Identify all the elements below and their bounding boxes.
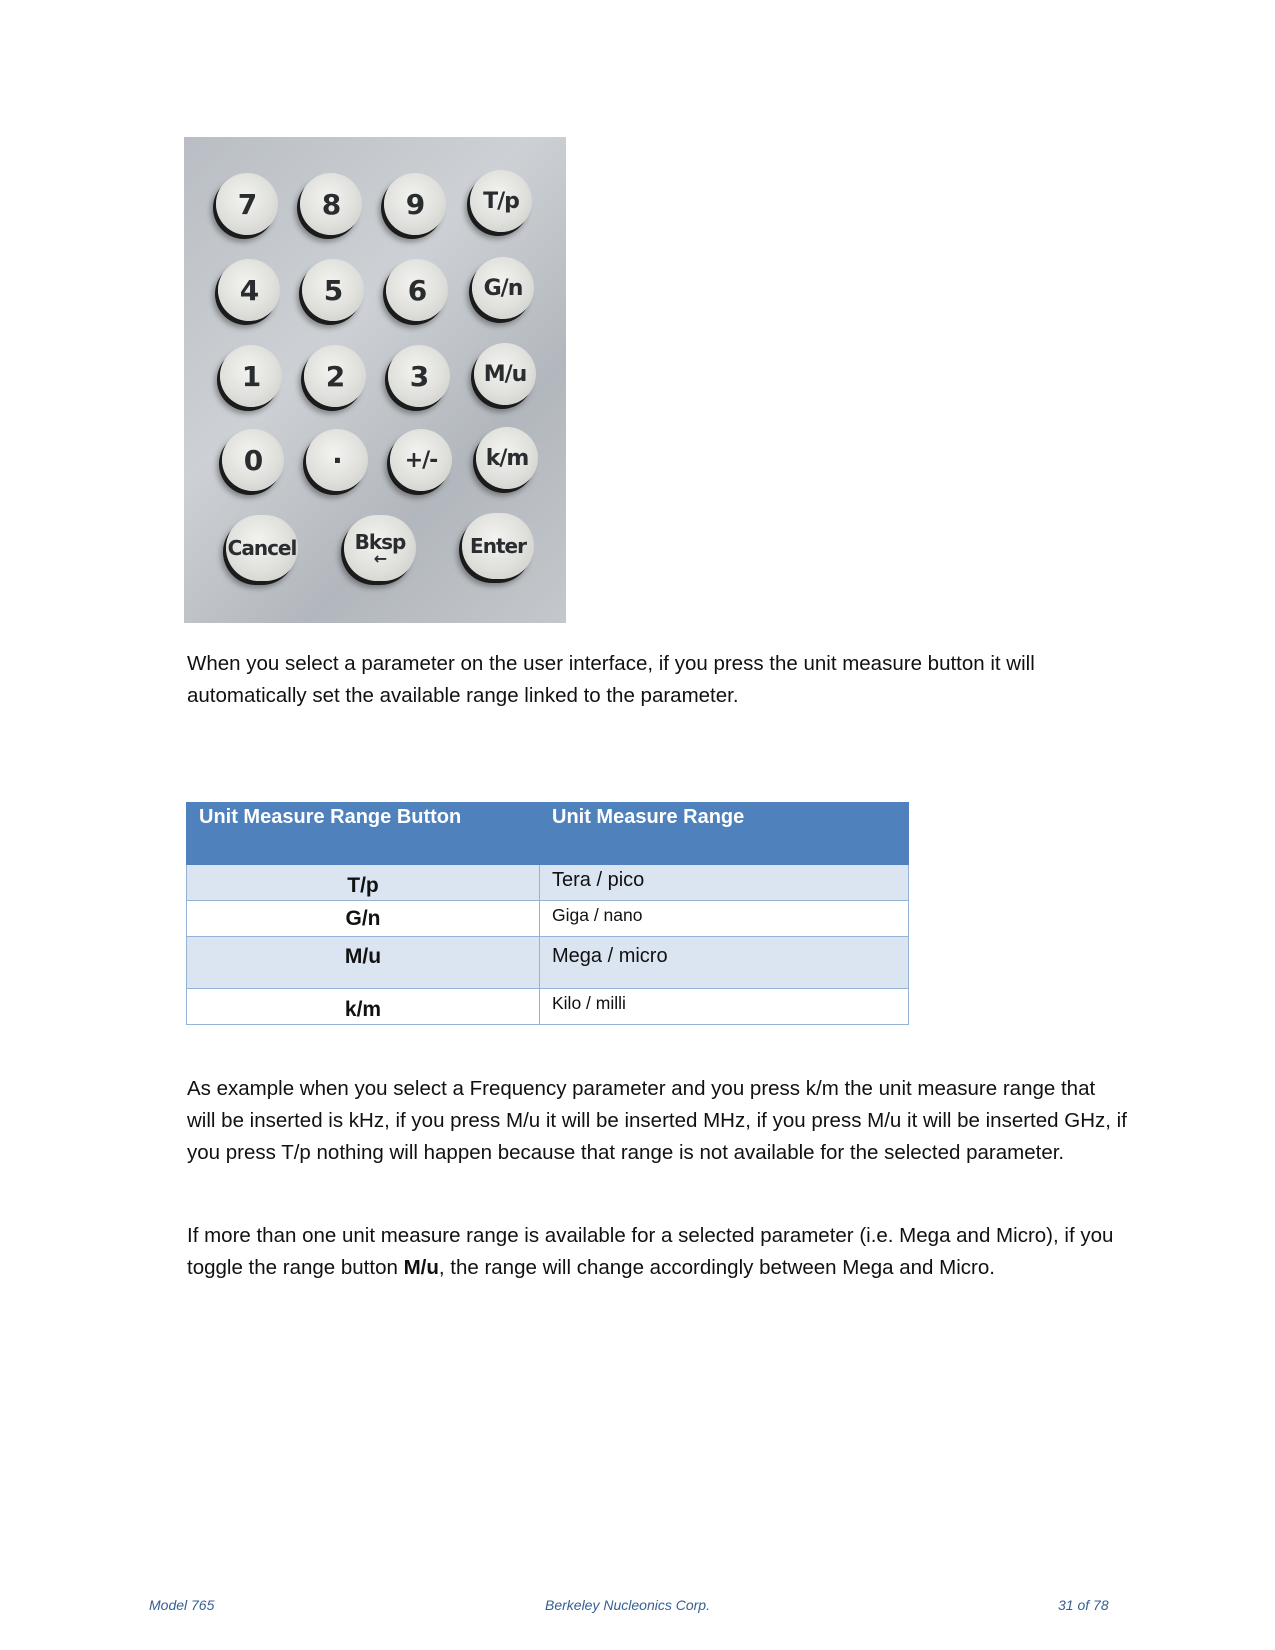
key-9 — [384, 173, 446, 235]
key-label: 9 — [405, 187, 425, 221]
key-label: 8 — [321, 187, 341, 221]
cell-button: k/m — [187, 989, 540, 1025]
key-mega-micro — [474, 343, 536, 405]
cell-range: Kilo / milli — [540, 989, 909, 1025]
cell-range: Tera / pico — [540, 865, 909, 901]
key-plus-minus — [390, 429, 452, 491]
toggle-paragraph — [187, 1220, 1127, 1284]
key-label: G/n — [483, 275, 523, 301]
key-label: T/p — [483, 188, 519, 214]
key-decimal-point — [306, 429, 368, 491]
footer-page-number: 31 of 78 — [1058, 1597, 1109, 1613]
key-label: 7 — [237, 187, 257, 221]
intro-paragraph: When you select a parameter on the user interface, if you press the unit measure button it will automatically set the available range linked to the parameter. — [187, 652, 1035, 707]
key-4 — [218, 259, 280, 321]
key-3 — [388, 345, 450, 407]
example-paragraph: As example when you select a Frequency parameter and you press k/m the unit measure range that will be inserted is kHz, if you press M/u it will be inserted MHz, if you press M/u it will be inserted GHz, if you press T/p nothing will happen because that range is not available for the selected parameter. — [187, 1077, 1127, 1164]
left-arrow-icon: ← — [373, 549, 387, 568]
key-label: Enter — [470, 534, 526, 558]
key-label: 4 — [239, 273, 259, 307]
key-label: 6 — [407, 273, 427, 307]
key-label: 0 — [243, 443, 263, 477]
key-0 — [222, 429, 284, 491]
table-row — [187, 865, 909, 901]
key-label: · — [332, 443, 342, 477]
cell-button: G/n — [187, 901, 540, 937]
key-backspace — [344, 515, 416, 581]
header-range: Unit Measure Range — [540, 803, 909, 865]
key-enter — [462, 513, 534, 579]
cell-button: T/p — [187, 865, 540, 901]
footer-company: Berkeley Nucleonics Corp. — [545, 1597, 710, 1613]
key-label: Cancel — [227, 536, 297, 560]
cell-range: Mega / micro — [540, 937, 909, 989]
key-kilo-milli — [476, 427, 538, 489]
key-giga-nano — [472, 257, 534, 319]
unit-range-table — [186, 802, 909, 1025]
table-row — [187, 937, 909, 989]
key-label: +/- — [404, 447, 438, 473]
key-label: M/u — [483, 361, 527, 387]
key-label: 3 — [409, 359, 429, 393]
key-1 — [220, 345, 282, 407]
key-cancel — [226, 515, 298, 581]
key-8 — [300, 173, 362, 235]
header-button: Unit Measure Range Button — [187, 803, 540, 865]
cell-button: M/u — [187, 937, 540, 989]
toggle-text-before: If more than one unit measure range is available for a selected parameter (i.e. Mega and Micro), if you toggle the range button — [187, 1224, 1114, 1279]
keypad-image — [184, 137, 566, 623]
toggle-text-after: , the range will change accordingly between Mega and Micro. — [438, 1256, 995, 1279]
key-label: 5 — [323, 273, 343, 307]
key-label: k/m — [485, 445, 529, 471]
table-header-row — [187, 803, 909, 865]
key-2 — [304, 345, 366, 407]
bksp-label-group — [354, 530, 406, 568]
cell-range: Giga / nano — [540, 901, 909, 937]
key-6 — [386, 259, 448, 321]
key-label: Bksp — [354, 530, 406, 554]
table-row — [187, 989, 909, 1025]
key-7 — [216, 173, 278, 235]
key-label: 2 — [325, 359, 345, 393]
toggle-button-name: M/u — [403, 1256, 439, 1279]
key-5 — [302, 259, 364, 321]
key-tera-pico — [470, 170, 532, 232]
key-label: 1 — [241, 359, 261, 393]
table-row — [187, 901, 909, 937]
footer-model: Model 765 — [149, 1597, 215, 1613]
